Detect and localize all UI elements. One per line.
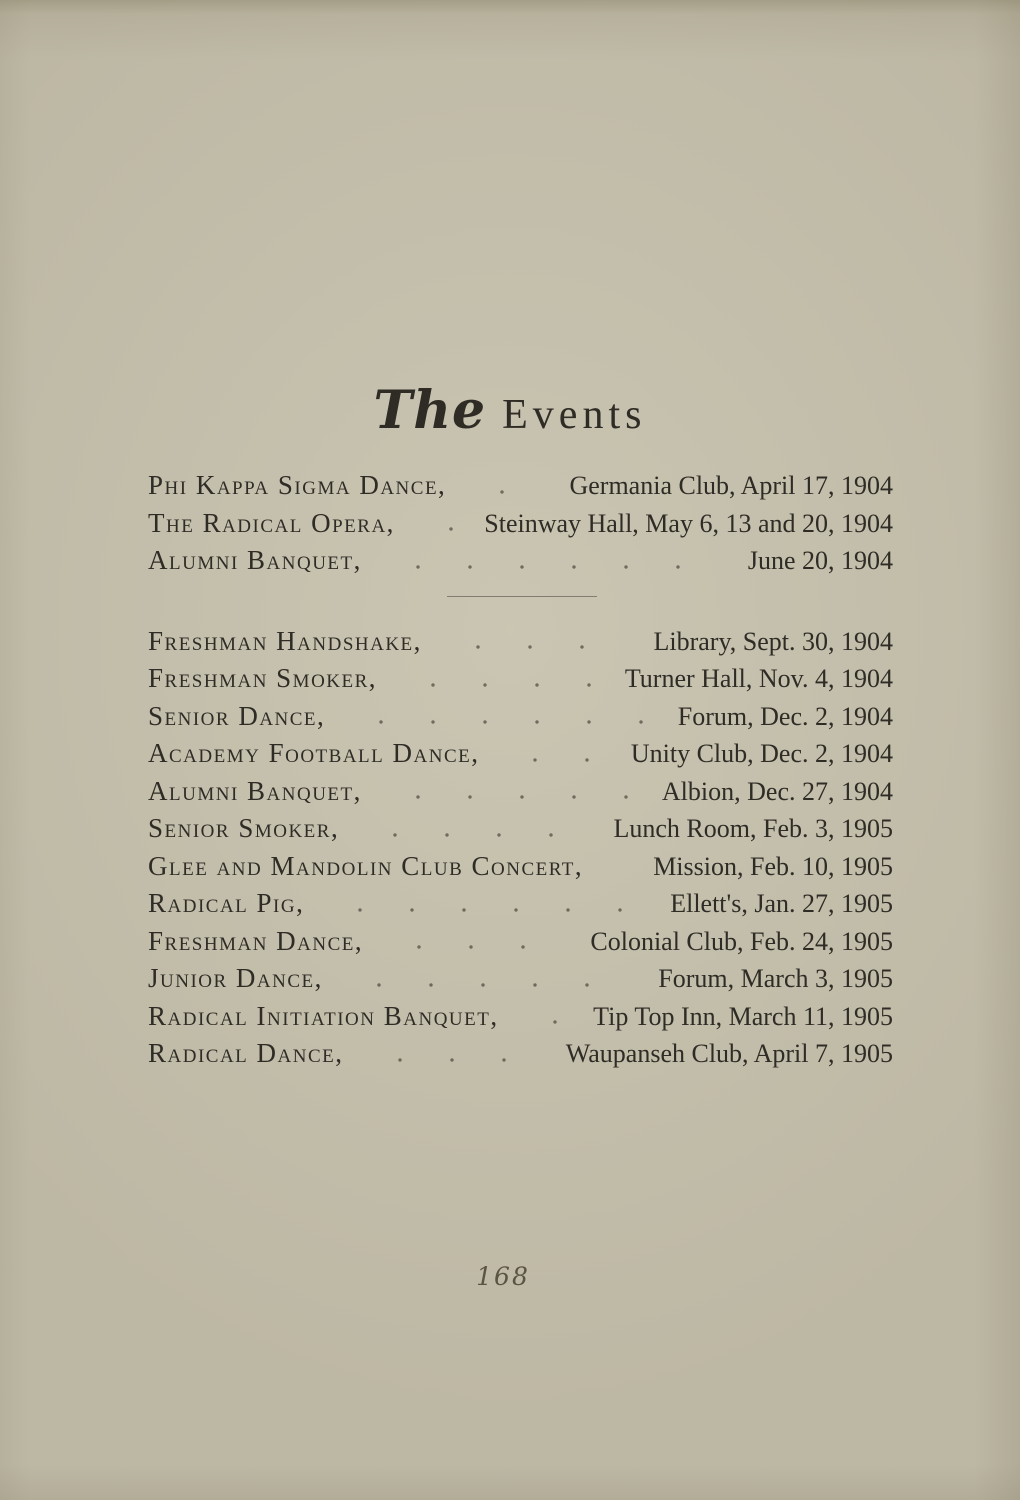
event-detail: Forum, Dec. 2, 1904 [677, 701, 893, 731]
event-name: Freshman Dance, [148, 925, 364, 956]
page-title-the: The [373, 380, 487, 441]
leader-dots [392, 564, 726, 570]
event-row [148, 773, 893, 811]
leader-dots [476, 489, 547, 495]
page-title-rest: Events [502, 392, 647, 438]
leader-dots [452, 644, 632, 650]
event-row [148, 1035, 893, 1073]
event-detail: Unity Club, Dec. 2, 1904 [630, 739, 893, 768]
event-row [148, 542, 893, 580]
event-name: Radical Initiation Banquet, [148, 1000, 499, 1031]
event-detail: Library, Sept. 30, 1904 [653, 626, 893, 656]
event-row [148, 885, 893, 923]
event-row [148, 623, 893, 661]
leader-dots [425, 526, 462, 532]
event-name: Academy Football Dance, [148, 738, 480, 768]
leader-dots [374, 1057, 544, 1063]
leader-dots [509, 757, 608, 763]
event-detail: Waupanseh Club, April 7, 1905 [565, 1039, 893, 1068]
section-divider [447, 596, 597, 597]
event-detail: Forum, March 3, 1905 [658, 964, 893, 993]
leader-dots [393, 944, 568, 950]
leader-dots [355, 719, 656, 725]
event-name: Junior Dance, [148, 963, 323, 993]
events-section-1 [148, 467, 893, 580]
event-name: The Radical Opera, [148, 507, 395, 538]
event-detail: Turner Hall, Nov. 4, 1904 [624, 664, 893, 693]
event-name: Freshman Handshake, [148, 625, 422, 656]
event-row [148, 505, 893, 543]
event-row [148, 810, 893, 848]
leader-dots [529, 1019, 572, 1025]
event-name: Senior Smoker, [148, 813, 340, 843]
event-name: Senior Dance, [148, 700, 326, 731]
event-row [148, 998, 893, 1036]
event-detail: Steinway Hall, May 6, 13 and 20, 1904 [484, 508, 893, 538]
leader-dots [407, 682, 603, 688]
event-name: Phi Kappa Sigma Dance, [148, 470, 447, 500]
event-row [148, 848, 893, 886]
page-number: 168 [476, 1262, 530, 1291]
event-row [148, 660, 893, 698]
event-name: Freshman Smoker, [148, 663, 378, 693]
event-detail: Germania Club, April 17, 1904 [569, 471, 893, 500]
event-detail: June 20, 1904 [747, 546, 893, 575]
event-row [148, 735, 893, 773]
leader-dots [353, 982, 636, 988]
event-row [148, 698, 893, 736]
event-name: Radical Dance, [148, 1038, 344, 1068]
event-name: Alumni Banquet, [148, 775, 362, 806]
event-detail: Mission, Feb. 10, 1905 [653, 851, 893, 881]
page-title [0, 380, 1020, 441]
event-detail: Colonial Club, Feb. 24, 1905 [590, 926, 893, 956]
event-name: Radical Pig, [148, 888, 305, 918]
event-detail: Tip Top Inn, March 11, 1905 [593, 1001, 893, 1031]
event-name: Alumni Banquet, [148, 545, 362, 575]
event-row [148, 467, 893, 505]
leader-dots [613, 869, 631, 875]
events-section-2 [148, 623, 893, 1073]
event-row [148, 923, 893, 961]
event-detail: Ellett's, Jan. 27, 1905 [670, 889, 893, 918]
event-name: Glee and Mandolin Club Concert, [148, 850, 584, 881]
events-table [148, 467, 893, 1073]
leader-dots [334, 907, 648, 913]
event-detail: Albion, Dec. 27, 1904 [661, 776, 893, 806]
event-detail: Lunch Room, Feb. 3, 1905 [613, 814, 893, 843]
leader-dots [369, 832, 591, 838]
leader-dots [392, 794, 640, 800]
event-row [148, 960, 893, 998]
